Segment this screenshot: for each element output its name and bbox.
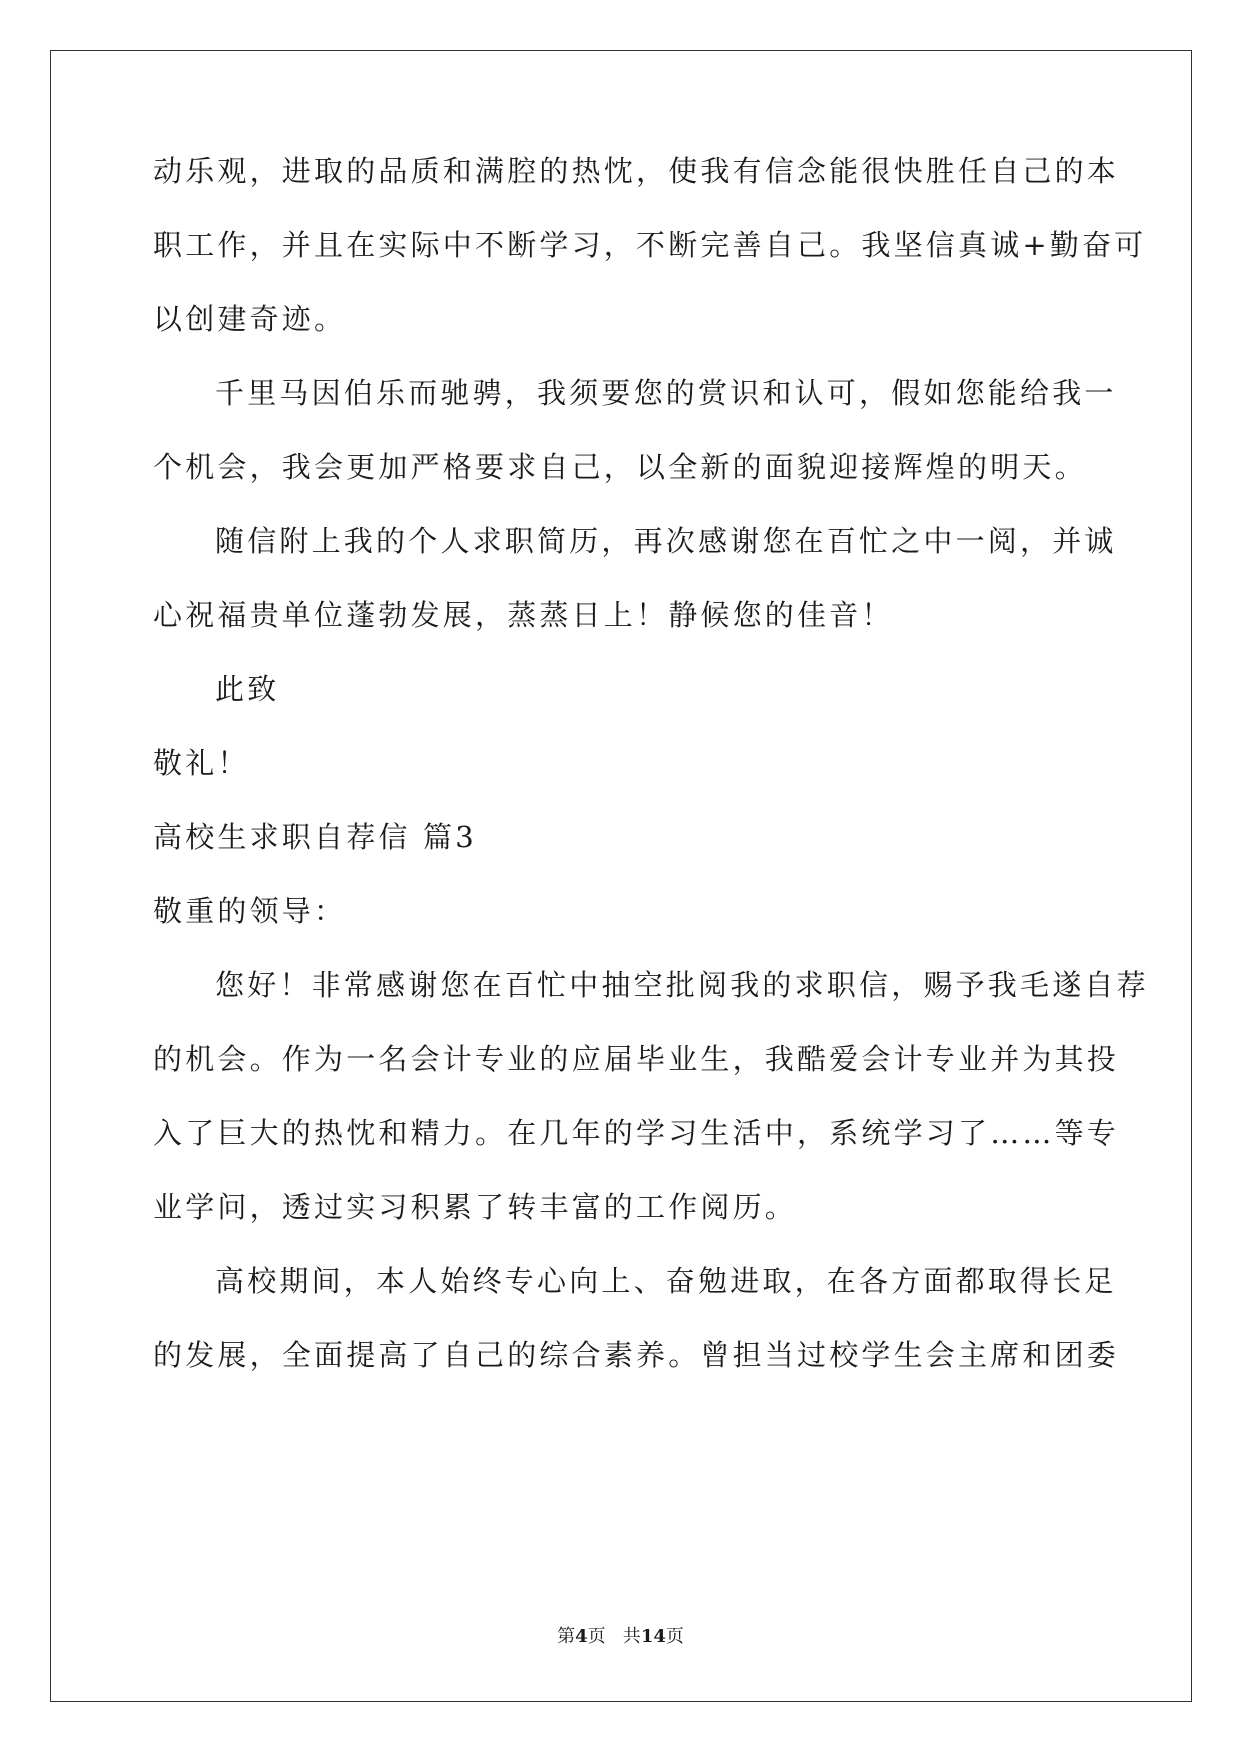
page-current: 4 [575, 1626, 588, 1647]
letter-greeting: 敬重的领导： [153, 894, 347, 928]
page-prefix: 第 [557, 1626, 576, 1647]
body-line-3: 以创建奇迹。 [153, 302, 347, 336]
body-line-16: 高校期间，本人始终专心向上、奋勉进取，在各方面都取得长足 [215, 1264, 1117, 1298]
salutation-regards: 敬礼！ [153, 746, 250, 780]
body-line-6: 随信附上我的个人求职简历，再次感谢您在百忙之中一阅，并诚 [215, 524, 1117, 558]
page-mid: 页 共 [587, 1626, 641, 1647]
body-line-14: 入了巨大的热忱和精力。在几年的学习生活中，系统学习了……等专 [153, 1116, 1120, 1150]
page-number-footer [0, 1625, 1241, 1649]
page-suffix: 页 [665, 1626, 684, 1647]
body-line-1: 动乐观，进取的品质和满腔的热忱，使我有信念能很快胜任自己的本 [153, 154, 1120, 188]
body-line-17: 的发展，全面提高了自己的综合素养。曾担当过校学生会主席和团委 [153, 1338, 1120, 1372]
body-line-2: 职工作，并且在实际中不断学习，不断完善自己。我坚信真诚+勤奋可 [153, 228, 1147, 262]
salutation-closing: 此致 [215, 672, 280, 706]
page-total: 14 [640, 1626, 666, 1647]
body-line-7: 心祝福贵单位蓬勃发展，蒸蒸日上！静候您的佳音！ [153, 598, 894, 632]
page-border [50, 50, 1192, 1702]
body-line-12: 您好！非常感谢您在百忙中抽空批阅我的求职信，赐予我毛遂自荐 [215, 968, 1149, 1002]
body-line-4: 千里马因伯乐而驰骋，我须要您的赏识和认可，假如您能给我一 [215, 376, 1117, 410]
body-line-15: 业学问，透过实习积累了转丰富的工作阅历。 [153, 1190, 798, 1224]
section-heading: 高校生求职自荐信 篇3 [153, 820, 477, 854]
body-line-13: 的机会。作为一名会计专业的应届毕业生，我酷爱会计专业并为其投 [153, 1042, 1120, 1076]
body-line-5: 个机会，我会更加严格要求自己，以全新的面貌迎接辉煌的明天。 [153, 450, 1087, 484]
